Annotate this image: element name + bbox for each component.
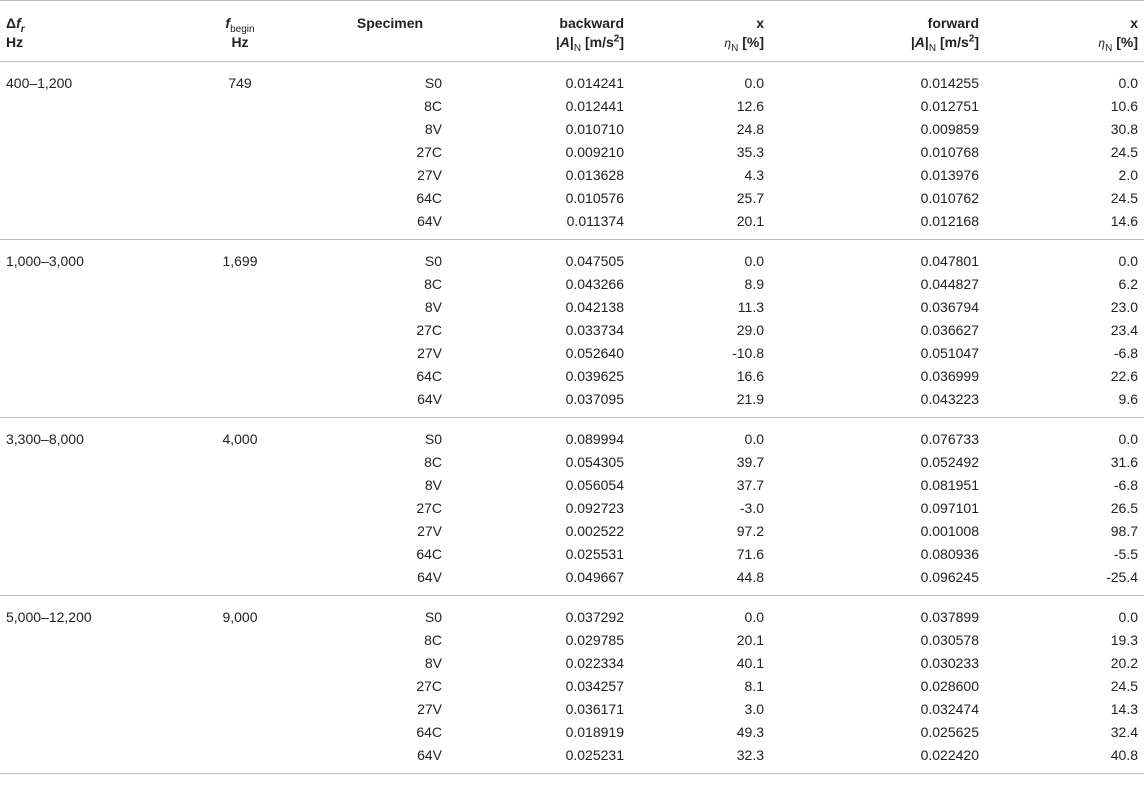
table-row <box>0 698 1144 721</box>
backward-amplitude-cell: 0.014241 <box>565 75 624 91</box>
header-backward: backward $|A|_N$ $[m/s^2]$ <box>480 1 630 62</box>
backward-amplitude-cell: 0.089994 <box>565 431 624 447</box>
forward-eta-cell: 26.5 <box>1110 500 1138 516</box>
forward-amplitude-cell: 0.096245 <box>770 566 985 596</box>
range-cell <box>0 187 180 210</box>
backward-amplitude-cell: 0.025531 <box>565 546 624 562</box>
range-cell: 3,300–8,000 <box>6 431 84 447</box>
backward-amplitude-cell: 0.056054 <box>565 477 624 493</box>
specimen-cell: 27C <box>416 678 442 694</box>
f-begin-cell: 9,000 <box>222 609 258 625</box>
range-cell <box>0 118 180 141</box>
forward-eta-cell: -6.8 <box>1113 345 1138 361</box>
backward-eta-cell: 8.1 <box>744 678 764 694</box>
range-cell <box>0 497 180 520</box>
range-cell <box>0 629 180 652</box>
f-begin-cell: 4,000 <box>222 431 258 447</box>
specimen-cell: 27V <box>417 701 442 717</box>
table-row <box>0 273 1144 296</box>
table-row <box>0 62 1144 96</box>
forward-amplitude-cell: 0.022420 <box>770 744 985 774</box>
specimen-cell: 27C <box>416 322 442 338</box>
f-begin-cell <box>180 118 300 141</box>
forward-eta-cell: 24.5 <box>1110 144 1138 160</box>
range-cell <box>0 342 180 365</box>
backward-amplitude-cell: 0.011374 <box>480 210 630 240</box>
forward-eta-cell: 2.0 <box>1118 167 1138 183</box>
f-begin-cell <box>180 543 300 566</box>
backward-amplitude-cell: 0.013628 <box>565 167 624 183</box>
backward-eta-cell: 21.9 <box>630 388 770 418</box>
forward-amplitude-cell: 0.044827 <box>920 276 979 292</box>
table-row <box>0 629 1144 652</box>
forward-amplitude-cell: 0.012751 <box>920 98 979 114</box>
table-row <box>0 95 1144 118</box>
table-row <box>0 543 1144 566</box>
range-cell <box>0 273 180 296</box>
backward-amplitude-cell: 0.033734 <box>565 322 624 338</box>
forward-amplitude-cell: 0.047801 <box>920 253 979 269</box>
f-begin-cell <box>180 388 300 418</box>
specimen-cell: 8V <box>424 299 442 315</box>
table-row <box>0 497 1144 520</box>
f-begin-cell <box>180 95 300 118</box>
backward-amplitude-cell: 0.037292 <box>565 609 624 625</box>
f-begin-cell <box>180 187 300 210</box>
table-row <box>0 342 1144 365</box>
table-row <box>0 744 1144 774</box>
forward-eta-cell: 23.4 <box>1110 322 1138 338</box>
table-row <box>0 319 1144 342</box>
range-cell: 1,000–3,000 <box>6 253 84 269</box>
range-cell <box>0 474 180 497</box>
backward-amplitude-cell: 0.039625 <box>565 368 624 384</box>
f-begin-cell <box>180 675 300 698</box>
backward-amplitude-cell: 0.052640 <box>565 345 624 361</box>
forward-eta-cell: 19.3 <box>1110 632 1138 648</box>
table-row <box>0 187 1144 210</box>
forward-amplitude-cell: 0.001008 <box>920 523 979 539</box>
table-row <box>0 210 1144 240</box>
f-begin-cell <box>180 566 300 596</box>
f-begin-cell: 749 <box>228 75 252 91</box>
forward-eta-cell: -5.5 <box>1113 546 1138 562</box>
f-begin-cell <box>180 698 300 721</box>
f-begin-cell <box>180 629 300 652</box>
backward-eta-cell: 11.3 <box>737 299 764 315</box>
backward-eta-cell: 71.6 <box>736 546 764 562</box>
forward-amplitude-cell: 0.030578 <box>920 632 979 648</box>
f-begin-cell <box>180 474 300 497</box>
forward-eta-cell: 30.8 <box>1110 121 1138 137</box>
backward-amplitude-cell: 0.036171 <box>565 701 624 717</box>
backward-eta-cell: -10.8 <box>732 345 764 361</box>
backward-eta-cell: 4.3 <box>744 167 764 183</box>
forward-eta-cell: 0.0 <box>1118 75 1138 91</box>
forward-eta-cell: 0.0 <box>1118 431 1138 447</box>
range-cell <box>0 365 180 388</box>
f-begin-cell <box>180 296 300 319</box>
forward-eta-cell: 9.6 <box>985 388 1144 418</box>
forward-eta-cell: 98.7 <box>1110 523 1138 539</box>
backward-amplitude-cell: 0.034257 <box>565 678 624 694</box>
header-row <box>0 1 1144 62</box>
specimen-cell: 8V <box>424 477 442 493</box>
backward-eta-cell: 32.3 <box>630 744 770 774</box>
backward-eta-cell: 29.0 <box>736 322 764 338</box>
table-row <box>0 675 1144 698</box>
backward-eta-cell: 0.0 <box>744 75 764 91</box>
forward-amplitude-cell: 0.025625 <box>920 724 979 740</box>
specimen-cell: 64C <box>416 546 442 562</box>
specimen-cell: 8C <box>424 454 442 470</box>
forward-amplitude-cell: 0.081951 <box>920 477 979 493</box>
forward-amplitude-cell: 0.013976 <box>920 167 979 183</box>
forward-eta-cell: 32.4 <box>1110 724 1138 740</box>
backward-eta-cell: 0.0 <box>744 609 764 625</box>
range-cell: 400–1,200 <box>6 75 73 91</box>
table-row <box>0 566 1144 596</box>
specimen-cell: 27C <box>416 500 442 516</box>
f-begin-cell <box>180 497 300 520</box>
backward-eta-cell: 49.3 <box>736 724 764 740</box>
forward-amplitude-cell: 0.036794 <box>920 299 979 315</box>
backward-eta-cell: 40.1 <box>736 655 764 671</box>
forward-amplitude-cell: 0.010768 <box>920 144 979 160</box>
f-begin-cell <box>180 721 300 744</box>
specimen-cell: 27C <box>416 144 442 160</box>
f-begin-cell <box>180 652 300 675</box>
specimen-cell: 27V <box>417 345 442 361</box>
forward-eta-cell: 24.5 <box>1110 678 1138 694</box>
header-forward: forward $|A|_N$ $[m/s^2]$ <box>770 1 985 62</box>
backward-eta-cell: 12.6 <box>736 98 764 114</box>
forward-eta-cell: 23.0 <box>1110 299 1138 315</box>
specimen-cell: 8C <box>424 276 442 292</box>
backward-amplitude-cell: 0.009210 <box>565 144 624 160</box>
forward-eta-cell: 0.0 <box>1118 609 1138 625</box>
f-begin-cell <box>180 744 300 774</box>
forward-amplitude-cell: 0.014255 <box>920 75 979 91</box>
table-row <box>0 296 1144 319</box>
forward-amplitude-cell: 0.043223 <box>770 388 985 418</box>
table-row <box>0 721 1144 744</box>
forward-amplitude-cell: 0.051047 <box>920 345 979 361</box>
range-cell <box>0 698 180 721</box>
table-row <box>0 240 1144 274</box>
range-cell <box>0 566 180 596</box>
backward-eta-cell: 20.1 <box>736 632 764 648</box>
f-begin-cell <box>180 273 300 296</box>
specimen-cell: 8V <box>424 121 442 137</box>
specimen-cell: 8C <box>424 98 442 114</box>
table-row <box>0 520 1144 543</box>
range-cell <box>0 675 180 698</box>
backward-eta-cell: 44.8 <box>630 566 770 596</box>
f-begin-cell <box>180 141 300 164</box>
header-f-begin: $f_{begin}$ Hz <box>180 1 300 62</box>
backward-eta-cell: 3.0 <box>744 701 764 717</box>
backward-eta-cell: -3.0 <box>739 500 764 516</box>
range-cell <box>0 652 180 675</box>
table-row <box>0 451 1144 474</box>
specimen-cell: 64V <box>300 210 480 240</box>
f-begin-cell <box>180 210 300 240</box>
backward-eta-cell: 39.7 <box>736 454 764 470</box>
f-begin-cell <box>180 520 300 543</box>
table-row <box>0 118 1144 141</box>
forward-eta-cell: 20.2 <box>1110 655 1138 671</box>
f-begin-cell <box>180 451 300 474</box>
specimen-cell: S0 <box>424 609 442 625</box>
forward-eta-cell: 0.0 <box>1118 253 1138 269</box>
backward-amplitude-cell: 0.043266 <box>565 276 624 292</box>
range-cell <box>0 520 180 543</box>
f-begin-cell <box>180 342 300 365</box>
table-row <box>0 652 1144 675</box>
backward-amplitude-cell: 0.049667 <box>480 566 630 596</box>
forward-amplitude-cell: 0.036999 <box>920 368 979 384</box>
forward-amplitude-cell: 0.009859 <box>920 121 979 137</box>
range-cell <box>0 164 180 187</box>
forward-eta-cell: 24.5 <box>1110 190 1138 206</box>
specimen-cell: 8V <box>424 655 442 671</box>
specimen-cell: 64C <box>416 190 442 206</box>
specimen-cell: 64V <box>300 566 480 596</box>
table-row <box>0 418 1144 452</box>
specimen-cell: S0 <box>424 253 442 269</box>
header-x-forward: x $\eta_N$ [%] <box>985 1 1144 62</box>
forward-eta-cell: 10.6 <box>1110 98 1138 114</box>
backward-eta-cell: 37.7 <box>736 477 764 493</box>
backward-amplitude-cell: 0.054305 <box>565 454 624 470</box>
backward-amplitude-cell: 0.029785 <box>565 632 624 648</box>
backward-eta-cell: 25.7 <box>736 190 764 206</box>
f-begin-cell <box>180 164 300 187</box>
forward-amplitude-cell: 0.036627 <box>920 322 979 338</box>
backward-eta-cell: 20.1 <box>630 210 770 240</box>
forward-eta-cell: 31.6 <box>1110 454 1138 470</box>
backward-amplitude-cell: 0.047505 <box>565 253 624 269</box>
forward-amplitude-cell: 0.030233 <box>920 655 979 671</box>
f-begin-cell <box>180 365 300 388</box>
backward-eta-cell: 97.2 <box>736 523 764 539</box>
range-cell <box>0 95 180 118</box>
table-row <box>0 365 1144 388</box>
backward-amplitude-cell: 0.042138 <box>565 299 624 315</box>
forward-amplitude-cell: 0.010762 <box>920 190 979 206</box>
forward-amplitude-cell: 0.080936 <box>920 546 979 562</box>
backward-eta-cell: 35.3 <box>736 144 764 160</box>
specimen-cell: 27V <box>417 523 442 539</box>
backward-amplitude-cell: 0.002522 <box>565 523 624 539</box>
backward-eta-cell: 0.0 <box>744 431 764 447</box>
forward-eta-cell: -6.8 <box>1113 477 1138 493</box>
range-cell <box>0 451 180 474</box>
specimen-cell: 64V <box>300 744 480 774</box>
backward-amplitude-cell: 0.037095 <box>480 388 630 418</box>
range-cell <box>0 388 180 418</box>
forward-eta-cell: 14.6 <box>985 210 1144 240</box>
forward-eta-cell: 14.3 <box>1110 701 1138 717</box>
backward-amplitude-cell: 0.010710 <box>565 121 624 137</box>
table-row <box>0 164 1144 187</box>
forward-amplitude-cell: 0.097101 <box>920 500 979 516</box>
table-body <box>0 62 1144 774</box>
backward-amplitude-cell: 0.025231 <box>480 744 630 774</box>
backward-eta-cell: 24.8 <box>736 121 764 137</box>
f-begin-cell <box>180 319 300 342</box>
range-cell <box>0 744 180 774</box>
backward-amplitude-cell: 0.022334 <box>565 655 624 671</box>
specimen-cell: 8C <box>424 632 442 648</box>
range-cell: 5,000–12,200 <box>6 609 92 625</box>
range-cell <box>0 210 180 240</box>
table-row <box>0 596 1144 630</box>
backward-amplitude-cell: 0.012441 <box>565 98 624 114</box>
forward-eta-cell: -25.4 <box>985 566 1144 596</box>
f-begin-cell: 1,699 <box>222 253 258 269</box>
backward-amplitude-cell: 0.018919 <box>565 724 624 740</box>
forward-amplitude-cell: 0.012168 <box>770 210 985 240</box>
forward-amplitude-cell: 0.032474 <box>920 701 979 717</box>
backward-eta-cell: 8.9 <box>744 276 764 292</box>
backward-eta-cell: 16.6 <box>736 368 764 384</box>
forward-eta-cell: 40.8 <box>985 744 1144 774</box>
range-cell <box>0 319 180 342</box>
range-cell <box>0 141 180 164</box>
table-row <box>0 141 1144 164</box>
forward-amplitude-cell: 0.076733 <box>920 431 979 447</box>
header-x-backward: x $\eta_N$ [%] <box>630 1 770 62</box>
specimen-cell: 64V <box>300 388 480 418</box>
forward-amplitude-cell: 0.037899 <box>920 609 979 625</box>
forward-eta-cell: 22.6 <box>1110 368 1138 384</box>
backward-amplitude-cell: 0.092723 <box>565 500 624 516</box>
specimen-cell: 64C <box>416 368 442 384</box>
range-cell <box>0 721 180 744</box>
specimen-cell: S0 <box>424 75 442 91</box>
forward-amplitude-cell: 0.052492 <box>920 454 979 470</box>
specimen-cell: S0 <box>424 431 442 447</box>
backward-amplitude-cell: 0.010576 <box>565 190 624 206</box>
header-specimen: Specimen <box>300 1 480 62</box>
table-row <box>0 474 1144 497</box>
specimen-cell: 27V <box>417 167 442 183</box>
header-delta-f: $\Delta f_r$ Hz <box>0 1 180 62</box>
specimen-cell: 64C <box>416 724 442 740</box>
range-cell <box>0 296 180 319</box>
range-cell <box>0 543 180 566</box>
backward-eta-cell: 0.0 <box>744 253 764 269</box>
forward-amplitude-cell: 0.028600 <box>920 678 979 694</box>
table-row <box>0 388 1144 418</box>
forward-eta-cell: 6.2 <box>1118 276 1138 292</box>
